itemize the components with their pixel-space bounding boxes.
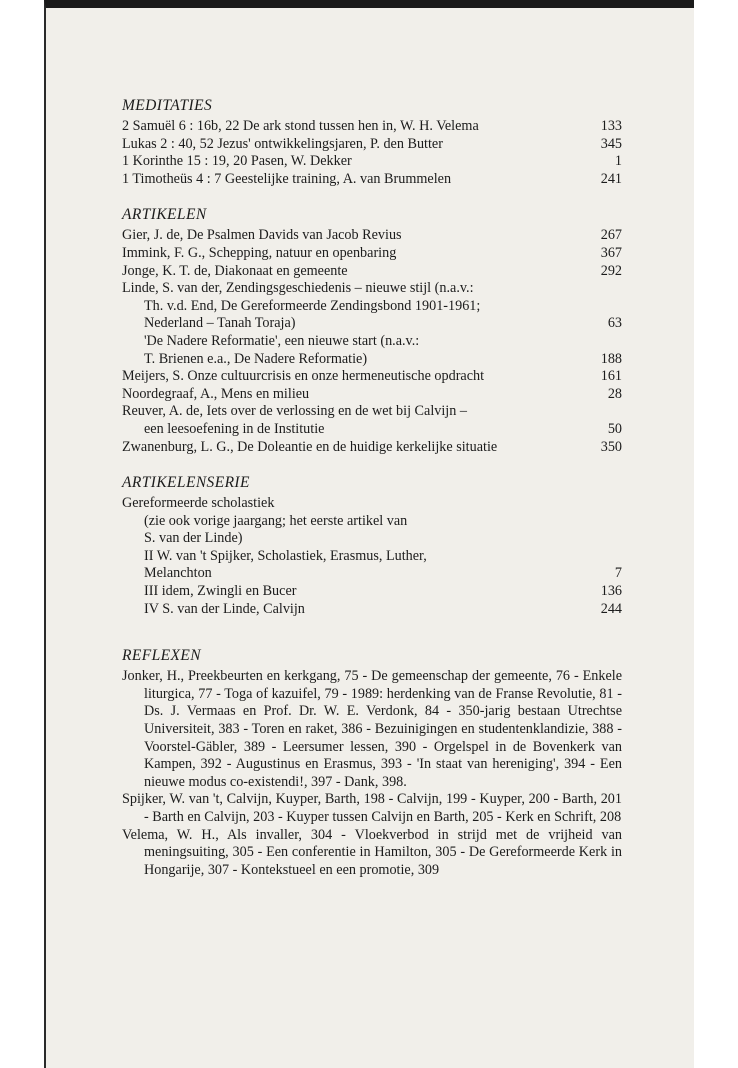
entry-text: Nederland – Tanah Toraja) bbox=[144, 315, 296, 332]
toc-entry-continuation bbox=[122, 565, 622, 583]
page-number: 136 bbox=[600, 583, 622, 600]
entry-text: Noordegraaf, A., Mens en milieu bbox=[122, 385, 310, 402]
toc-entry-continuation bbox=[122, 298, 622, 316]
toc-entry bbox=[122, 227, 622, 245]
toc-entry bbox=[122, 280, 622, 298]
page-number: 345 bbox=[600, 135, 622, 152]
entry-text: Lukas 2 : 40, 52 Jezus' ontwikkelingsjaren, P. den Butter bbox=[122, 135, 443, 152]
toc-entry bbox=[122, 548, 622, 566]
entry-text: T. Brienen e.a., De Nadere Reformatie) bbox=[144, 350, 368, 367]
entry-text: Immink, F. G., Schepping, natuur en openbaring bbox=[122, 244, 397, 261]
toc-entry bbox=[122, 118, 622, 136]
page-number: 1 bbox=[614, 153, 622, 170]
entry-text: II W. van 't Spijker, Scholastiek, Erasmus, Luther, bbox=[144, 547, 427, 564]
toc-entry-continuation bbox=[122, 351, 622, 369]
toc-entry-continuation bbox=[122, 333, 622, 351]
entry-text: 1 Korinthe 15 : 19, 20 Pasen, W. Dekker bbox=[122, 153, 352, 170]
series-title: Gereformeerde scholastiek bbox=[122, 495, 275, 512]
reflex-entry: Jonker, H., Preekbeurten en kerkgang, 75 - De gemeenschap der gemeente, 76 - Enkele liturgica, 77 - Toga of kazuifel, 79 - 1989: herdenking van de Franse Revolutie, 81 - Ds. J. Vermaas en Prof. Dr. W. E. Verdonk, 84 - 350-jarig bestaan Utrechtse Universiteit, 383 - Toren en raket, 386 - Bezuinigingen en studentenklandizie, 388 - Voorstel-Gäbler, 389 - Leersumer lessen, 390 - Orgelspel in de Bovenkerk van Kampen, 392 - Augustinus en Erasmus, 393 - 'In staat van hereniging', 394 - Een nieuwe modus co-existendi!, 397 - Dank, 398. bbox=[122, 668, 622, 790]
page-number: 7 bbox=[614, 565, 622, 582]
toc-entry bbox=[122, 583, 622, 601]
page-number: 188 bbox=[600, 350, 622, 367]
reflex-entry: Spijker, W. van 't, Calvijn, Kuyper, Barth, 198 - Calvijn, 199 - Kuyper, 200 - Barth, 201 - Barth en Calvijn, 203 - Kuyper tussen Calvijn en Barth, 205 - Kerk en Schrift, 208 bbox=[122, 791, 622, 825]
toc-entry bbox=[122, 153, 622, 171]
page-number: 241 bbox=[600, 170, 622, 187]
entry-text: een leesoefening in de Institutie bbox=[144, 420, 325, 437]
section-reflexen bbox=[122, 646, 622, 879]
toc-entry bbox=[122, 601, 622, 619]
page-number: 292 bbox=[600, 262, 622, 279]
page-number: 367 bbox=[600, 244, 622, 261]
section-heading: ARTIKELEN bbox=[122, 206, 207, 224]
page-number: 133 bbox=[600, 118, 622, 134]
toc-entry bbox=[122, 386, 622, 404]
section-heading: REFLEXEN bbox=[122, 647, 201, 665]
entry-text: Melanchton bbox=[144, 565, 212, 582]
toc-entry bbox=[122, 403, 622, 421]
page-number: 28 bbox=[607, 385, 622, 402]
section-artikelenserie bbox=[122, 473, 622, 618]
toc-entry-continuation bbox=[122, 315, 622, 333]
page-number: 244 bbox=[600, 600, 622, 617]
reflex-entry: Velema, W. H., Als invaller, 304 - Vloekverbod in strijd met de vrijheid van meningsuiting, 305 - Een conferentie in Hamilton, 305 - De Gereformeerde Kerk in Hongarije, 307 - Kontekstueel en een promotie, 309 bbox=[122, 826, 622, 878]
toc-entry bbox=[122, 171, 622, 189]
entry-text: Gier, J. de, De Psalmen Davids van Jacob Revius bbox=[122, 227, 402, 244]
section-artikelen bbox=[122, 205, 622, 456]
page-number: 161 bbox=[600, 368, 622, 385]
entry-text: S. van der Linde) bbox=[144, 530, 243, 547]
entry-text: Reuver, A. de, Iets over de verlossing en de wet bij Calvijn – bbox=[122, 403, 467, 420]
entry-text: 'De Nadere Reformatie', een nieuwe start (n.a.v.: bbox=[144, 332, 420, 349]
table-of-contents bbox=[122, 96, 622, 896]
toc-entry-continuation bbox=[122, 513, 622, 531]
toc-entry bbox=[122, 245, 622, 263]
section-heading: ARTIKELENSERIE bbox=[122, 474, 250, 492]
entry-text: Meijers, S. Onze cultuurcrisis en onze hermeneutische opdracht bbox=[122, 368, 485, 385]
entry-text: (zie ook vorige jaargang; het eerste artikel van bbox=[144, 512, 408, 529]
toc-entry bbox=[122, 263, 622, 281]
toc-entry-continuation bbox=[122, 530, 622, 548]
page-number: 267 bbox=[600, 227, 622, 244]
entry-text: IV S. van der Linde, Calvijn bbox=[144, 600, 305, 617]
page-number: 63 bbox=[607, 315, 622, 332]
entry-text: Linde, S. van der, Zendingsgeschiedenis – nieuwe stijl (n.a.v.: bbox=[122, 280, 474, 297]
page-number: 50 bbox=[607, 420, 622, 437]
toc-entry bbox=[122, 368, 622, 386]
section-heading: MEDITATIES bbox=[122, 97, 213, 114]
entry-text: Th. v.d. End, De Gereformeerde Zendingsbond 1901-1961; bbox=[144, 297, 481, 314]
entry-text: Zwanenburg, L. G., De Doleantie en de huidige kerkelijke situatie bbox=[122, 438, 498, 455]
page-number: 350 bbox=[600, 438, 622, 455]
toc-entry bbox=[122, 136, 622, 154]
section-meditaties bbox=[122, 96, 622, 188]
document-page bbox=[44, 0, 694, 1068]
entry-text: Jonge, K. T. de, Diakonaat en gemeente bbox=[122, 262, 348, 279]
entry-text: III idem, Zwingli en Bucer bbox=[144, 583, 297, 600]
entry-text: 1 Timotheüs 4 : 7 Geestelijke training, A. van Brummelen bbox=[122, 170, 452, 187]
toc-entry-continuation bbox=[122, 421, 622, 439]
toc-entry bbox=[122, 439, 622, 457]
entry-text: 2 Samuël 6 : 16b, 22 De ark stond tussen hen in, W. H. Velema bbox=[122, 118, 479, 134]
